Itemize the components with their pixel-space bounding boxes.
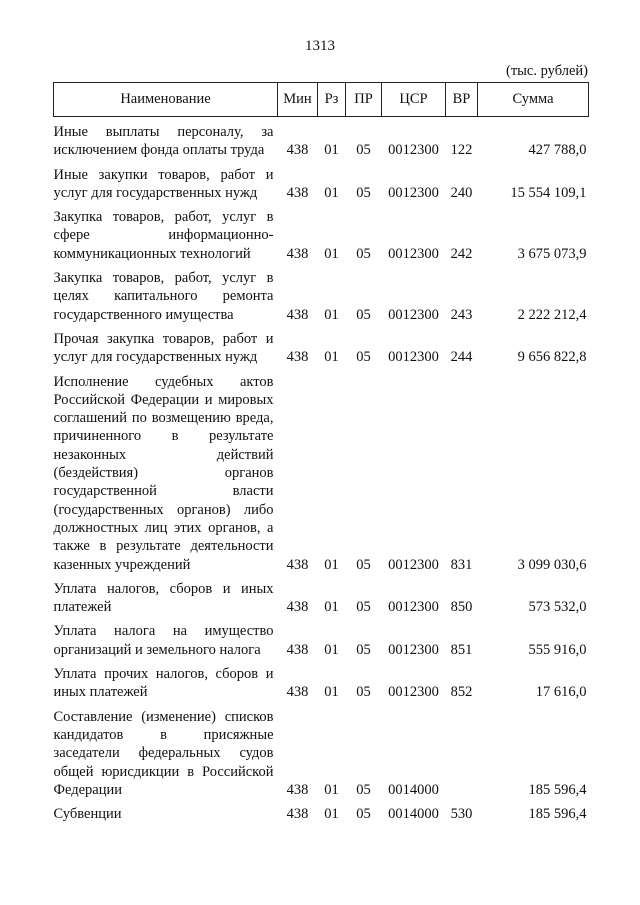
row-sum: 185 596,4	[528, 806, 587, 823]
row-rz: 01	[324, 184, 339, 201]
row-rz: 01	[324, 306, 339, 323]
row-min: 438	[286, 349, 309, 366]
row-rz: 01	[324, 349, 339, 366]
table-row	[54, 799, 589, 823]
row-pr: 05	[356, 641, 371, 658]
table-row	[54, 702, 589, 799]
row-csr: 0014000	[388, 806, 439, 823]
row-pr: 05	[356, 184, 371, 201]
budget-table	[53, 82, 589, 823]
row-name: Иные закупки товаров, работ и услуг для государственных нужд	[53, 166, 274, 201]
row-min: 438	[286, 684, 309, 701]
table-row	[54, 160, 589, 203]
row-vr: 530	[450, 806, 473, 823]
row-sum: 17 616,0	[535, 684, 587, 701]
row-min: 438	[286, 556, 309, 573]
row-csr: 0012300	[388, 641, 439, 658]
header-min: Мин	[278, 83, 318, 117]
row-csr: 0012300	[388, 142, 439, 159]
row-csr: 0014000	[388, 781, 439, 798]
row-sum: 15 554 109,1	[510, 184, 587, 201]
row-csr: 0012300	[388, 306, 439, 323]
row-name: Закупка товаров, работ, услуг в целях капитального ремонта государственного имущества	[53, 270, 274, 323]
row-vr: 122	[450, 142, 473, 159]
row-name: Прочая закупка товаров, работ и услуг для государственных нужд	[53, 330, 274, 366]
row-rz: 01	[324, 641, 339, 658]
row-csr: 0012300	[388, 599, 439, 616]
row-vr: 851	[450, 641, 473, 658]
row-pr: 05	[356, 245, 371, 262]
row-pr: 05	[356, 306, 371, 323]
row-vr: 242	[450, 245, 473, 262]
row-name: Субвенции	[53, 806, 122, 823]
row-sum: 427 788,0	[528, 142, 587, 159]
row-sum: 2 222 212,4	[517, 306, 587, 323]
row-rz: 01	[324, 806, 339, 823]
row-rz: 01	[324, 599, 339, 616]
row-vr: 831	[450, 556, 473, 573]
row-vr: 244	[450, 349, 473, 366]
table-row	[54, 263, 589, 324]
row-rz: 01	[324, 684, 339, 701]
table-row	[54, 659, 589, 702]
row-pr: 05	[356, 349, 371, 366]
row-pr: 05	[356, 599, 371, 616]
table-header-row	[54, 83, 589, 117]
table-row	[54, 367, 589, 574]
row-name: Исполнение судебных актов Российской Федерации и мировых соглашений по возмещению вреда, причиненного в результате незаконных действий (бездействия) органов государственной власти (государственных органов) либо должностных лиц этих органов, а также в результате деятельности казенных учреждений	[53, 373, 274, 573]
row-csr: 0012300	[388, 349, 439, 366]
row-vr	[446, 702, 478, 799]
row-vr: 852	[450, 684, 473, 701]
row-min: 438	[286, 142, 309, 159]
page-number: 1313	[305, 38, 335, 54]
row-rz: 01	[324, 781, 339, 798]
row-sum: 3 099 030,6	[517, 556, 587, 573]
row-pr: 05	[356, 684, 371, 701]
row-vr: 850	[450, 599, 473, 616]
row-min: 438	[286, 245, 309, 262]
table-row	[54, 574, 589, 617]
row-name: Иные выплаты персоналу, за исключением фонда оплаты труда	[53, 124, 274, 159]
row-name: Уплата налога на имущество организаций и земельного налога	[53, 623, 274, 658]
units-label: (тыс. рублей)	[506, 63, 588, 79]
row-min: 438	[286, 306, 309, 323]
row-min: 438	[286, 184, 309, 201]
row-min: 438	[286, 781, 309, 798]
row-csr: 0012300	[388, 556, 439, 573]
row-min: 438	[286, 806, 309, 823]
row-rz: 01	[324, 142, 339, 159]
row-name: Закупка товаров, работ, услуг в сфере информационно-коммуникационных технологий	[53, 209, 274, 262]
row-pr: 05	[356, 556, 371, 573]
row-pr: 05	[356, 781, 371, 798]
table-row	[54, 117, 589, 160]
row-sum: 9 656 822,8	[517, 349, 587, 366]
row-name: Составление (изменение) списков кандидатов в присяжные заседатели федеральных судов общей юрисдикции в Российской Федерации	[53, 708, 274, 798]
header-vr: ВР	[446, 83, 478, 117]
table-row	[54, 324, 589, 367]
row-vr: 240	[450, 184, 473, 201]
table-row	[54, 202, 589, 263]
row-csr: 0012300	[388, 684, 439, 701]
row-min: 438	[286, 599, 309, 616]
header-pr: ПР	[346, 83, 382, 117]
row-sum: 185 596,4	[528, 781, 587, 798]
row-name: Уплата прочих налогов, сборов и иных платежей	[53, 666, 274, 701]
row-name: Уплата налогов, сборов и иных платежей	[53, 580, 274, 616]
header-rz: Рз	[318, 83, 346, 117]
header-csr: ЦСР	[382, 83, 446, 117]
row-pr: 05	[356, 806, 371, 823]
header-sum: Сумма	[478, 83, 589, 117]
row-rz: 01	[324, 556, 339, 573]
row-min: 438	[286, 641, 309, 658]
row-csr: 0012300	[388, 245, 439, 262]
header-name: Наименование	[54, 83, 278, 117]
row-vr: 243	[450, 306, 473, 323]
row-sum: 573 532,0	[528, 599, 587, 616]
row-csr: 0012300	[388, 184, 439, 201]
row-sum: 555 916,0	[528, 641, 587, 658]
row-pr: 05	[356, 142, 371, 159]
table-row	[54, 616, 589, 659]
row-rz: 01	[324, 245, 339, 262]
row-sum: 3 675 073,9	[517, 245, 587, 262]
